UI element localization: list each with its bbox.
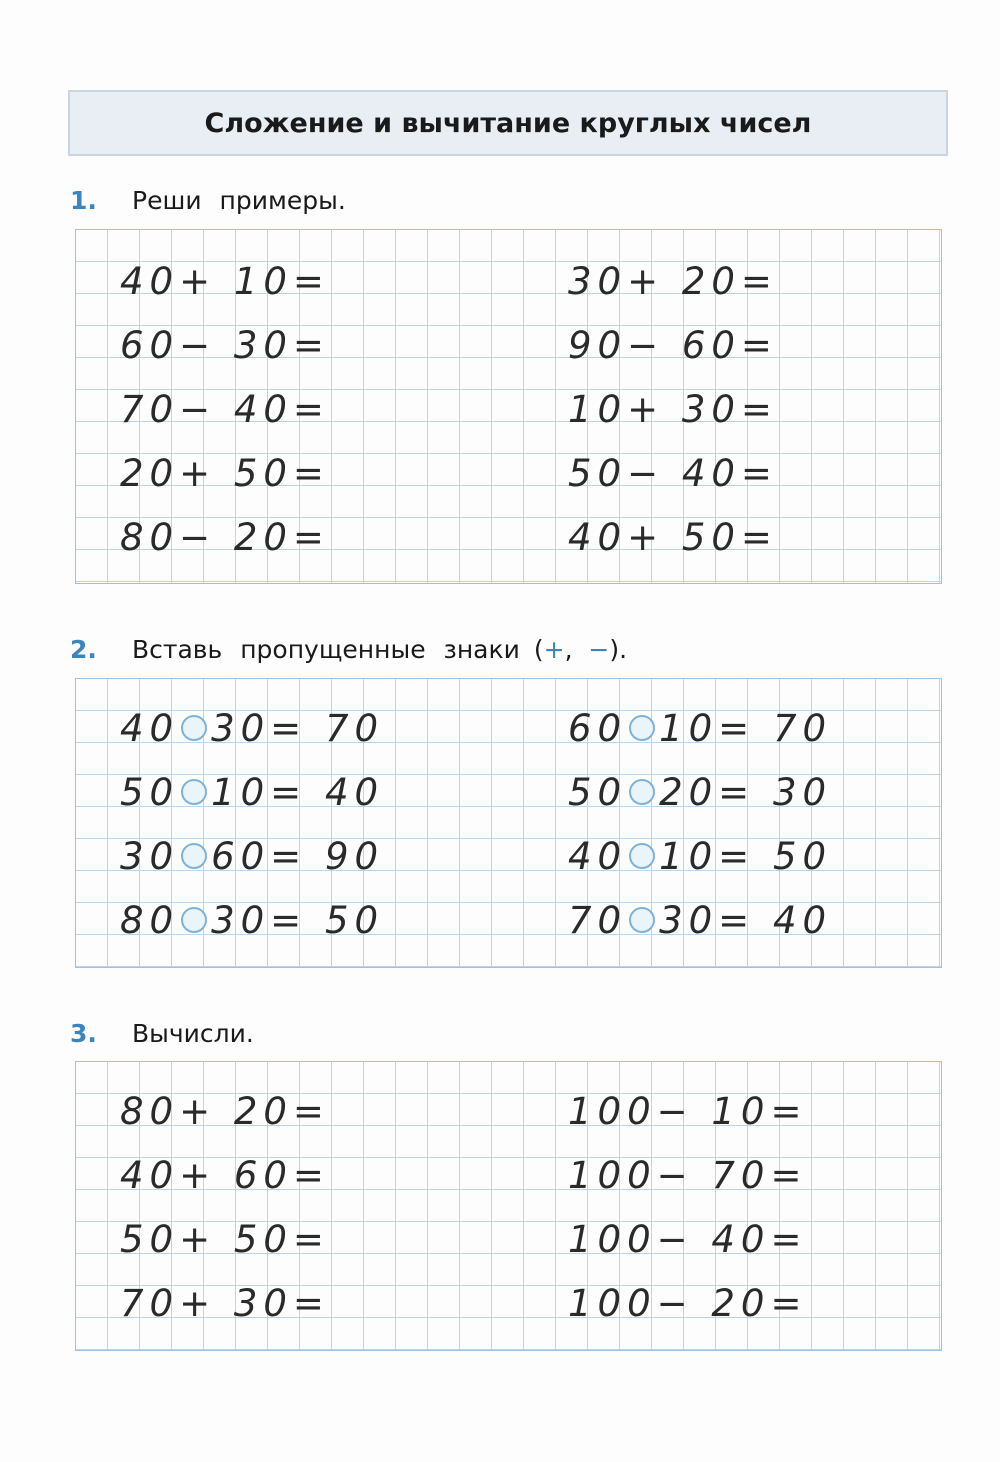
task-2-signs (534, 635, 627, 664)
task-3-example: 100− 70= (568, 1153, 808, 1197)
task-2-example (120, 900, 384, 940)
sign-slot-circle[interactable] (181, 907, 207, 933)
task-3-example: 70+ 30= (120, 1281, 330, 1325)
operand-a: 70 (568, 898, 628, 942)
task-1-example: 40+ 50= (568, 515, 778, 559)
comma: , (564, 634, 573, 664)
operand-a: 60 (568, 706, 628, 750)
minus-sign: − (588, 634, 610, 664)
task-1-example: 40+ 10= (120, 259, 330, 303)
task-1-example: 70− 40= (120, 387, 330, 431)
operand-a: 30 (120, 834, 180, 878)
task-3-header (70, 1013, 254, 1053)
sign-slot-circle[interactable] (181, 843, 207, 869)
task-1-example: 20+ 50= (120, 451, 330, 495)
task-1-example: 60− 30= (120, 323, 330, 367)
title-banner (68, 90, 948, 156)
operand-a: 40 (568, 834, 628, 878)
task-3-example: 100− 20= (568, 1281, 808, 1325)
operand-rest: 30= 50 (211, 898, 385, 942)
operand-rest: 20= 30 (659, 770, 833, 814)
task-3-number: 3. (70, 1018, 97, 1048)
task-2-grid (75, 678, 942, 968)
task-2-example (120, 772, 384, 812)
sign-slot-circle[interactable] (181, 715, 207, 741)
task-2-example (120, 708, 384, 748)
task-1-number: 1. (70, 185, 97, 215)
task-2-text: Вставь пропущенные знаки (132, 634, 520, 664)
task-2-example (120, 836, 384, 876)
task-2-example (568, 708, 832, 748)
sign-slot-circle[interactable] (181, 779, 207, 805)
task-1-text: Реши примеры. (132, 185, 346, 215)
task-1-example: 80− 20= (120, 515, 330, 559)
task-2-example (568, 836, 832, 876)
plus-sign: + (543, 634, 565, 664)
task-2-example (568, 772, 832, 812)
sign-slot-circle[interactable] (629, 843, 655, 869)
task-3-example: 100− 40= (568, 1217, 808, 1261)
task-1-example: 30+ 20= (568, 259, 778, 303)
task-1-grid (75, 229, 942, 584)
operand-a: 50 (120, 770, 180, 814)
operand-a: 40 (120, 706, 180, 750)
operand-rest: 10= 70 (659, 706, 833, 750)
task-2-example (568, 900, 832, 940)
operand-rest: 60= 90 (211, 834, 385, 878)
task-3-example: 100− 10= (568, 1089, 808, 1133)
task-1-header (70, 180, 346, 220)
task-3-text: Вычисли. (132, 1018, 254, 1048)
task-1-example: 90− 60= (568, 323, 778, 367)
task-1-example: 10+ 30= (568, 387, 778, 431)
page-title: Сложение и вычитание круглых чисел (204, 107, 812, 139)
task-2-number: 2. (70, 634, 97, 664)
operand-rest: 30= 40 (659, 898, 833, 942)
task-3-example: 40+ 60= (120, 1153, 330, 1197)
paren-open: ( (533, 634, 544, 664)
operand-a: 80 (120, 898, 180, 942)
task-3-grid (75, 1061, 942, 1351)
sign-slot-circle[interactable] (629, 907, 655, 933)
task-3-example: 80+ 20= (120, 1089, 330, 1133)
task-1-example: 50− 40= (568, 451, 778, 495)
task-3-example: 50+ 50= (120, 1217, 330, 1261)
operand-rest: 10= 50 (659, 834, 833, 878)
operand-rest: 10= 40 (211, 770, 385, 814)
sign-slot-circle[interactable] (629, 715, 655, 741)
paren-close: ). (609, 634, 628, 664)
operand-a: 50 (568, 770, 628, 814)
task-2-header (70, 629, 627, 669)
operand-rest: 30= 70 (211, 706, 385, 750)
sign-slot-circle[interactable] (629, 779, 655, 805)
